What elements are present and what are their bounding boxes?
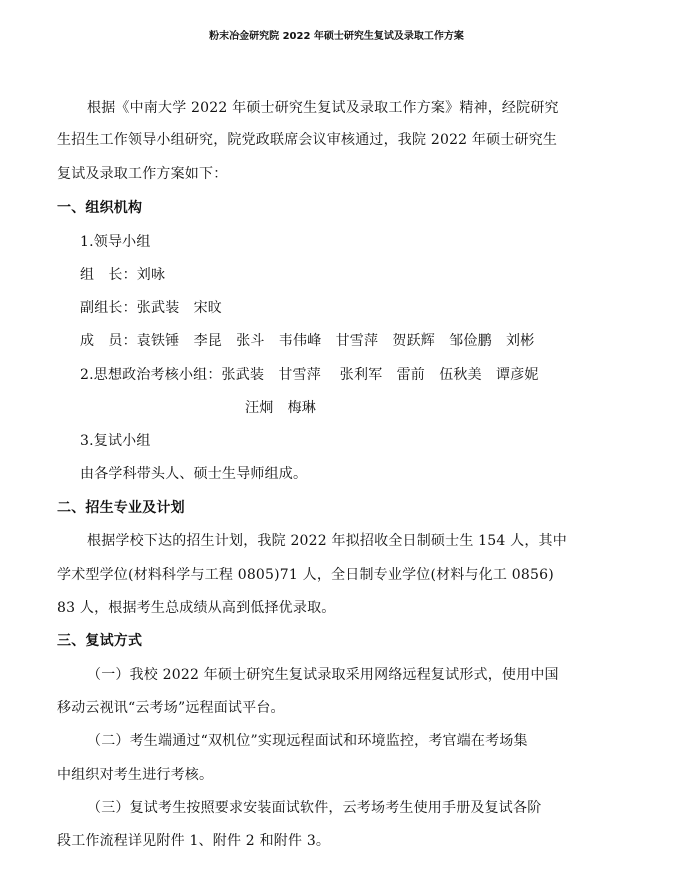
plan-line-3: 83 人，根据考生总成绩从高到低择优录取。 [57,600,336,616]
intro-line-1: 根据《中南大学 2022 年硕士研究生复试及录取工作方案》精神，经院研究 [87,100,559,116]
plan-line-2: 学术型学位(材料科学与工程 0805)71 人，全日制专业学位(材料与化工 0856) [57,567,554,583]
intro-line-2: 生招生工作领导小组研究，院党政联席会议审核通过，我院 2022 年硕士研究生 [57,132,558,148]
section-1-heading: 一、组织机构 [57,200,143,216]
retest-group-desc: 由各学科带头人、硕士生导师组成。 [80,466,308,482]
plan-line-1: 根据学校下达的招生计划，我院 2022 年拟招收全日制硕士生 154 人，其中 [87,533,567,549]
members-line: 成 员：袁铁锤 李昆 张斗 韦伟峰 甘雪萍 贺跃辉 邹俭鹏 刘彬 [80,333,535,349]
political-group-line: 2.思想政治考核小组：张武装 甘雪萍 张利军 雷前 伍秋美 谭彦妮 [80,367,539,383]
method-2-line-1: （二）考生端通过“双机位”实现远程面试和环境监控，考官端在考场集 [87,733,528,749]
method-1-line-1: （一）我校 2022 年硕士研究生复试录取采用网络远程复试形式，使用中国 [87,667,559,683]
intro-line-3: 复试及录取工作方案如下： [57,166,228,182]
document-title: 粉末冶金研究院 2022 年硕士研究生复试及录取工作方案 [209,31,464,42]
method-1-line-2: 移动云视讯“云考场”远程面试平台。 [57,700,285,716]
political-group-continued: 汪炯 梅琳 [245,400,316,416]
section-2-heading: 二、招生专业及计划 [57,500,185,516]
method-3-line-2: 段工作流程详见附件 1、附件 2 和附件 3。 [57,833,331,849]
method-2-line-2: 中组织对考生进行考核。 [57,767,214,783]
leader-line: 组 长：刘咏 [80,267,166,283]
method-3-line-1: （三）复试考生按照要求安装面试软件，云考场考生使用手册及复试各阶 [87,800,542,816]
retest-group-title: 3.复试小组 [80,433,151,449]
section-3-heading: 三、复试方式 [57,633,143,649]
deputy-line: 副组长：张武装 宋旼 [80,300,222,316]
leader-group-title: 1.领导小组 [80,234,151,250]
